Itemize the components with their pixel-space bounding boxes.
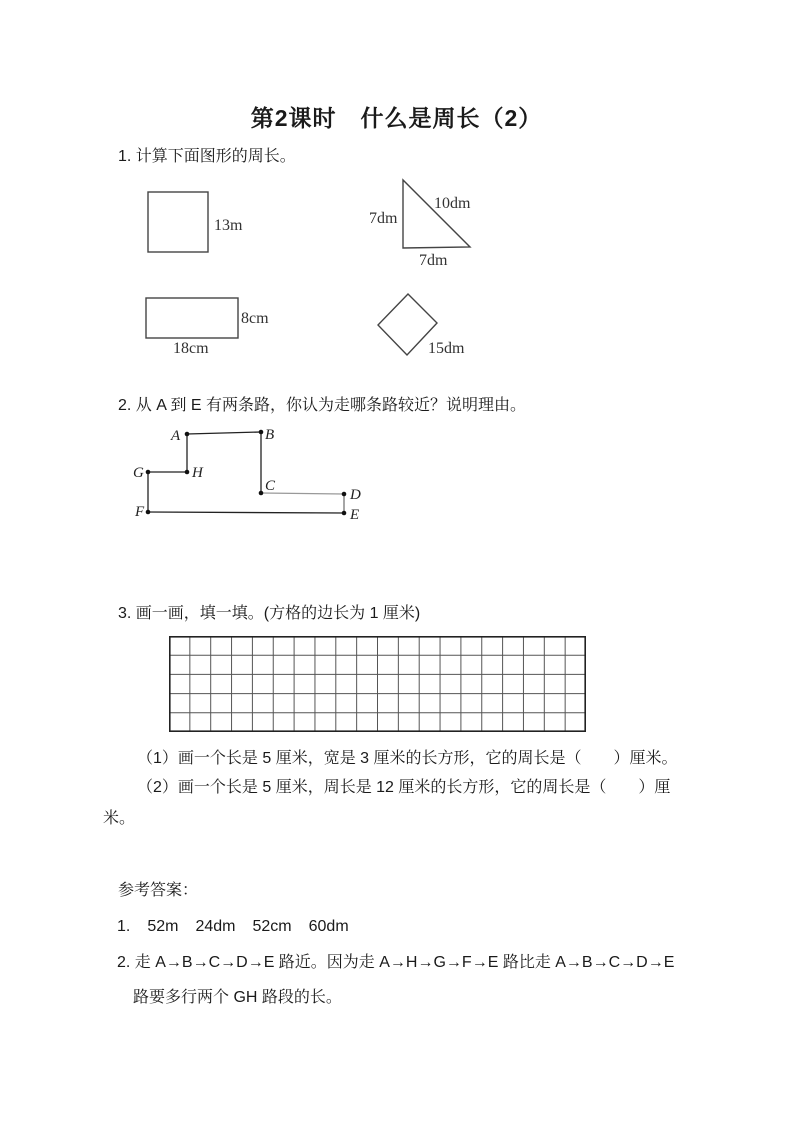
point-c-dot — [259, 491, 264, 496]
square-side-label: 13m — [214, 217, 243, 234]
point-e-dot — [342, 511, 347, 516]
rectangle-outline — [146, 298, 238, 338]
triangle-hypotenuse-label: 10dm — [434, 195, 471, 212]
triangle-left-label: 7dm — [369, 210, 398, 227]
rectangle-side-label: 8cm — [241, 310, 269, 327]
q3-sub1-text: （1）画一个长是 5 厘米，宽是 3 厘米的长方形，它的周长是（ ）厘米。 — [137, 750, 678, 767]
point-a-dot — [185, 432, 190, 437]
point-f-label: F — [135, 504, 145, 520]
square-figure — [140, 185, 260, 265]
point-g-dot — [146, 470, 151, 475]
page-title: 第2课时 什么是周长（2） — [250, 105, 543, 131]
rectangle-bottom-label: 18cm — [173, 340, 209, 357]
point-a-label: A — [171, 428, 181, 444]
question-1-text: 1. 计算下面图形的周长。 — [118, 148, 296, 165]
point-e-label: E — [350, 507, 360, 523]
point-d-label: D — [350, 487, 361, 503]
q3-sub2-line2: 米。 — [103, 810, 136, 827]
rectangle-figure — [135, 290, 285, 362]
question-2-text: 2. 从 A 到 E 有两条路，你认为走哪条路较近？说明理由。 — [118, 397, 527, 414]
cm-grid — [169, 636, 586, 732]
answer-1-prefix: 1. — [117, 918, 131, 935]
answer-1-value: 52cm — [252, 918, 292, 935]
segment-ab — [187, 432, 261, 434]
triangle-outline — [403, 180, 470, 248]
question-3-text: 3. 画一画，填一填。(方格的边长为 1 厘米) — [118, 605, 421, 622]
triangle-base-label: 7dm — [419, 252, 448, 269]
point-h-label: H — [192, 465, 203, 481]
path-figure — [125, 420, 375, 525]
segment-fe — [148, 512, 344, 513]
q3-sub2-line1: （2）画一个长是 5 厘米，周长是 12 厘米的长方形，它的周长是（ ）厘 — [137, 779, 671, 796]
square-outline — [148, 192, 208, 252]
point-b-dot — [259, 430, 264, 435]
point-h-dot — [185, 470, 190, 475]
answer-2-line2: 路要多行两个 GH 路段的长。 — [133, 989, 342, 1006]
diamond-figure — [365, 285, 480, 370]
point-g-label: G — [133, 465, 144, 481]
point-f-dot — [146, 510, 151, 515]
answer-1-value: 60dm — [308, 918, 349, 935]
answer-1-value: 52m — [147, 918, 179, 935]
point-c-label: C — [265, 478, 276, 494]
answers-heading: 参考答案： — [118, 882, 199, 899]
point-b-label: B — [265, 427, 275, 443]
diamond-side-label: 15dm — [428, 340, 465, 357]
answer-2-line1: 2. 走 A→B→C→D→E 路近。因为走 A→H→G→F→E 路比走 A→B→C→D→E — [117, 954, 675, 971]
answer-1-row — [117, 917, 349, 937]
triangle-figure — [355, 175, 485, 275]
point-d-dot — [342, 492, 347, 497]
answer-1-value: 24dm — [195, 918, 236, 935]
